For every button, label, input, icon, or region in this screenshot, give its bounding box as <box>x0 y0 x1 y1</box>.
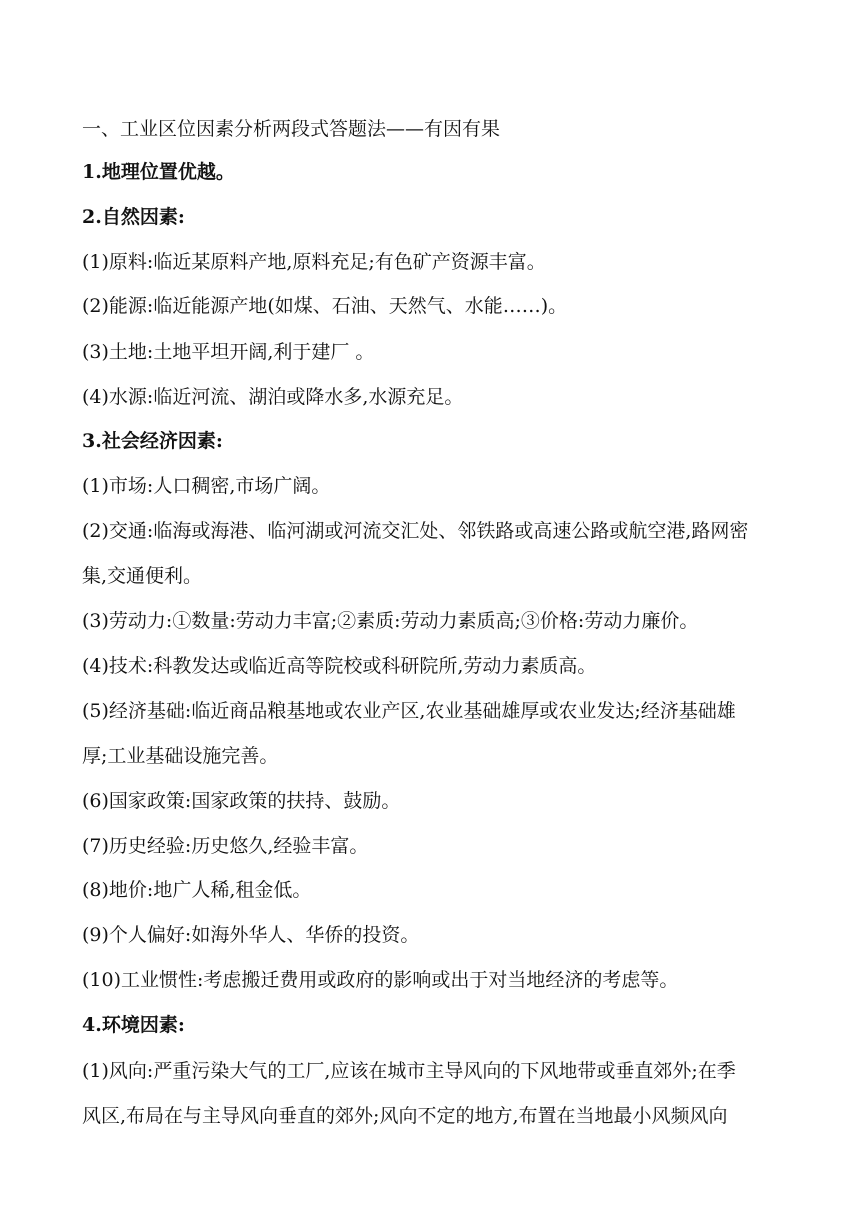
item-water: (4)水源:临近河流、湖泊或降水多,水源充足。 <box>82 386 464 408</box>
item-policy: (6)国家政策:国家政策的扶持、鼓励。 <box>82 790 401 812</box>
item-market: (1)市场:人口稠密,市场广阔。 <box>82 475 331 497</box>
item-wind-line1: (1)风向:严重污染大气的工厂,应该在城市主导风向的下风地带或垂直郊外;在季 <box>82 1060 736 1082</box>
item-economic-base-line2: 厚;工业基础设施完善。 <box>82 745 279 767</box>
item-transport-line1: (2)交通:临海或海港、临河湖或河流交汇处、邻铁路或高速公路或航空港,路网密 <box>82 520 749 542</box>
item-raw-material: (1)原料:临近某原料产地,原料充足;有色矿产资源丰富。 <box>82 251 546 273</box>
section-title: 一、工业区位因素分析两段式答题法——有因有果 <box>82 118 501 140</box>
heading-natural-factors: 2.自然因素: <box>82 206 185 228</box>
heading-location: 1.地理位置优越。 <box>82 161 235 183</box>
item-land-price: (8)地价:地广人稀,租金低。 <box>82 879 312 901</box>
item-personal-preference: (9)个人偏好:如海外华人、华侨的投资。 <box>82 924 420 946</box>
item-technology: (4)技术:科教发达或临近高等院校或科研院所,劳动力素质高。 <box>82 655 597 677</box>
item-labor: (3)劳动力:①数量:劳动力丰富;②素质:劳动力素质高;③价格:劳动力廉价。 <box>82 610 699 632</box>
item-land: (3)土地:土地平坦开阔,利于建厂 。 <box>82 341 375 363</box>
item-energy: (2)能源:临近能源产地(如煤、石油、天然气、水能……)。 <box>82 295 568 317</box>
item-economic-base-line1: (5)经济基础:临近商品粮基地或农业产区,农业基础雄厚或农业发达;经济基础雄 <box>82 700 736 722</box>
heading-socioeconomic-factors: 3.社会经济因素: <box>82 430 223 452</box>
item-transport-line2: 集,交通便利。 <box>82 565 203 587</box>
heading-environmental-factors: 4.环境因素: <box>82 1014 185 1036</box>
item-wind-line2: 风区,布局在与主导风向垂直的郊外;风向不定的地方,布置在当地最小风频风向 <box>82 1105 728 1127</box>
item-industrial-inertia: (10)工业惯性:考虑搬迁费用或政府的影响或出于对当地经济的考虑等。 <box>82 969 679 991</box>
item-history: (7)历史经验:历史悠久,经验丰富。 <box>82 835 369 857</box>
